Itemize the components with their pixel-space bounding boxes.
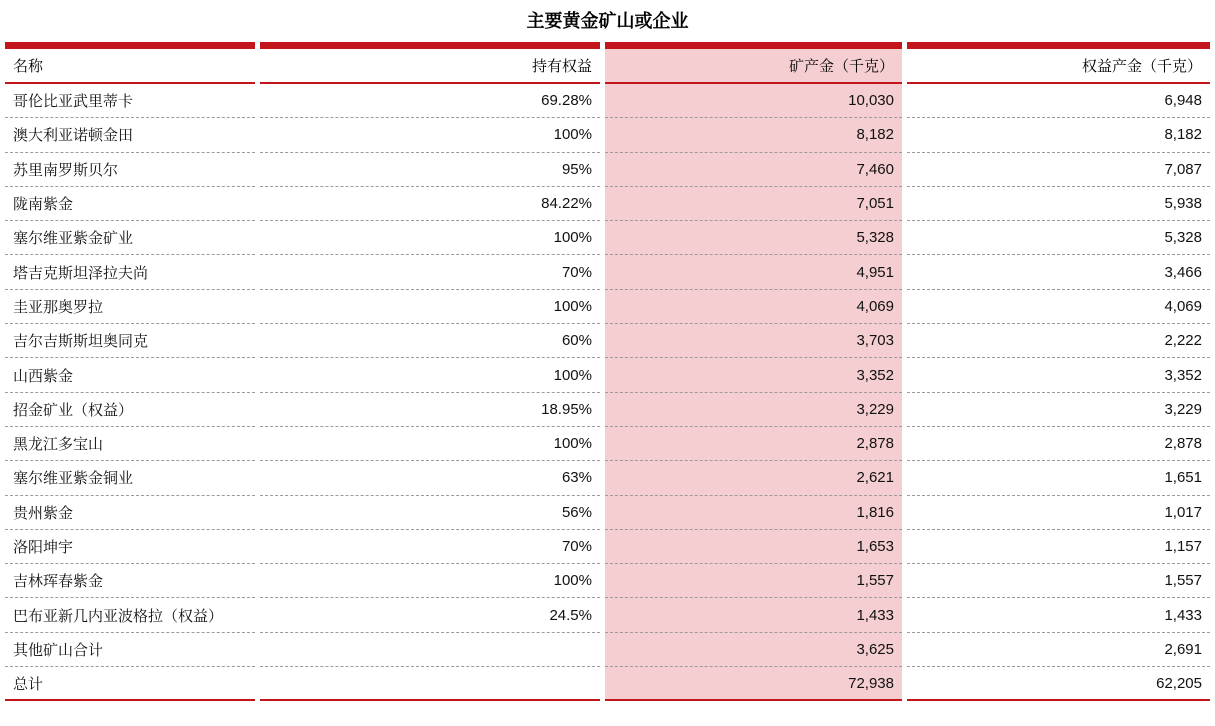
cell-equity-gold: 2,222 bbox=[907, 324, 1210, 358]
cell-mined-gold: 1,433 bbox=[605, 598, 902, 632]
cell-equity-gold: 1,651 bbox=[907, 461, 1210, 495]
table-row bbox=[5, 118, 1210, 152]
cell-mined-gold: 4,069 bbox=[605, 290, 902, 324]
cell-mined-gold: 3,352 bbox=[605, 358, 902, 392]
table-row bbox=[5, 358, 1210, 392]
cell-holding-interest: 18.95% bbox=[260, 393, 600, 427]
cell-mined-gold: 7,051 bbox=[605, 187, 902, 221]
cell-holding-interest: 60% bbox=[260, 324, 600, 358]
table-row bbox=[5, 598, 1210, 632]
cell-name: 吉林珲春紫金 bbox=[5, 564, 255, 598]
cell-mined-gold: 8,182 bbox=[605, 118, 902, 152]
cell-name: 哥伦比亚武里蒂卡 bbox=[5, 84, 255, 118]
cell-equity-gold: 3,229 bbox=[907, 393, 1210, 427]
cell-equity-gold: 2,878 bbox=[907, 427, 1210, 461]
cell-name: 澳大利亚诺顿金田 bbox=[5, 118, 255, 152]
cell-name: 招金矿业（权益） bbox=[5, 393, 255, 427]
table-row bbox=[5, 427, 1210, 461]
table-row bbox=[5, 496, 1210, 530]
table-row bbox=[5, 221, 1210, 255]
cell-name: 其他矿山合计 bbox=[5, 633, 255, 667]
cell-mined-gold: 1,557 bbox=[605, 564, 902, 598]
cell-name: 总计 bbox=[5, 667, 255, 701]
cell-holding-interest: 100% bbox=[260, 427, 600, 461]
cell-holding-interest: 84.22% bbox=[260, 187, 600, 221]
cell-mined-gold: 5,328 bbox=[605, 221, 902, 255]
cell-equity-gold: 1,557 bbox=[907, 564, 1210, 598]
cell-equity-gold: 3,352 bbox=[907, 358, 1210, 392]
cell-equity-gold: 1,017 bbox=[907, 496, 1210, 530]
cell-equity-gold: 6,948 bbox=[907, 84, 1210, 118]
table-row bbox=[5, 393, 1210, 427]
cell-holding-interest: 63% bbox=[260, 461, 600, 495]
cell-holding-interest: 70% bbox=[260, 530, 600, 564]
cell-name: 陇南紫金 bbox=[5, 187, 255, 221]
table-row bbox=[5, 461, 1210, 495]
cell-name: 贵州紫金 bbox=[5, 496, 255, 530]
cell-equity-gold: 2,691 bbox=[907, 633, 1210, 667]
cell-name: 山西紫金 bbox=[5, 358, 255, 392]
cell-name: 苏里南罗斯贝尔 bbox=[5, 153, 255, 187]
header-row bbox=[5, 42, 1210, 84]
cell-holding-interest: 100% bbox=[260, 564, 600, 598]
table-row bbox=[5, 564, 1210, 598]
cell-name: 巴布亚新几内亚波格拉（权益） bbox=[5, 598, 255, 632]
cell-mined-gold: 10,030 bbox=[605, 84, 902, 118]
table-row bbox=[5, 324, 1210, 358]
cell-name: 吉尔吉斯斯坦奥同克 bbox=[5, 324, 255, 358]
column-header-holding-interest: 持有权益 bbox=[260, 42, 600, 84]
cell-name: 塔吉克斯坦泽拉夫尚 bbox=[5, 255, 255, 289]
cell-mined-gold: 3,229 bbox=[605, 393, 902, 427]
cell-holding-interest: 100% bbox=[260, 118, 600, 152]
cell-holding-interest: 100% bbox=[260, 290, 600, 324]
cell-equity-gold: 3,466 bbox=[907, 255, 1210, 289]
cell-equity-gold: 8,182 bbox=[907, 118, 1210, 152]
cell-name: 黑龙江多宝山 bbox=[5, 427, 255, 461]
cell-holding-interest: 95% bbox=[260, 153, 600, 187]
cell-name: 塞尔维亚紫金铜业 bbox=[5, 461, 255, 495]
cell-holding-interest: 56% bbox=[260, 496, 600, 530]
cell-mined-gold: 1,816 bbox=[605, 496, 902, 530]
cell-name: 洛阳坤宇 bbox=[5, 530, 255, 564]
cell-mined-gold: 3,625 bbox=[605, 633, 902, 667]
cell-holding-interest bbox=[260, 633, 600, 667]
cell-mined-gold: 2,878 bbox=[605, 427, 902, 461]
cell-equity-gold: 1,433 bbox=[907, 598, 1210, 632]
cell-mined-gold: 1,653 bbox=[605, 530, 902, 564]
cell-equity-gold: 5,938 bbox=[907, 187, 1210, 221]
cell-holding-interest bbox=[260, 667, 600, 701]
column-header-mined-gold: 矿产金（千克） bbox=[605, 42, 902, 84]
cell-equity-gold: 4,069 bbox=[907, 290, 1210, 324]
cell-mined-gold: 2,621 bbox=[605, 461, 902, 495]
cell-holding-interest: 70% bbox=[260, 255, 600, 289]
table-row bbox=[5, 633, 1210, 667]
table-row bbox=[5, 667, 1210, 701]
cell-holding-interest: 69.28% bbox=[260, 84, 600, 118]
cell-holding-interest: 100% bbox=[260, 358, 600, 392]
cell-equity-gold: 5,328 bbox=[907, 221, 1210, 255]
cell-equity-gold: 7,087 bbox=[907, 153, 1210, 187]
table-row bbox=[5, 530, 1210, 564]
table-row bbox=[5, 187, 1210, 221]
cell-mined-gold: 7,460 bbox=[605, 153, 902, 187]
cell-holding-interest: 100% bbox=[260, 221, 600, 255]
table-row bbox=[5, 290, 1210, 324]
cell-name: 塞尔维亚紫金矿业 bbox=[5, 221, 255, 255]
cell-equity-gold: 1,157 bbox=[907, 530, 1210, 564]
page-title: 主要黄金矿山或企业 bbox=[526, 11, 689, 31]
cell-mined-gold: 3,703 bbox=[605, 324, 902, 358]
table-body bbox=[5, 84, 1210, 701]
cell-mined-gold: 72,938 bbox=[605, 667, 902, 701]
table-row bbox=[5, 255, 1210, 289]
gold-mines-table bbox=[0, 42, 1215, 701]
cell-equity-gold: 62,205 bbox=[907, 667, 1210, 701]
table-row bbox=[5, 84, 1210, 118]
column-header-name: 名称 bbox=[5, 42, 255, 84]
column-header-equity-gold: 权益产金（千克） bbox=[907, 42, 1210, 84]
cell-mined-gold: 4,951 bbox=[605, 255, 902, 289]
cell-holding-interest: 24.5% bbox=[260, 598, 600, 632]
cell-name: 圭亚那奥罗拉 bbox=[5, 290, 255, 324]
table-row bbox=[5, 153, 1210, 187]
